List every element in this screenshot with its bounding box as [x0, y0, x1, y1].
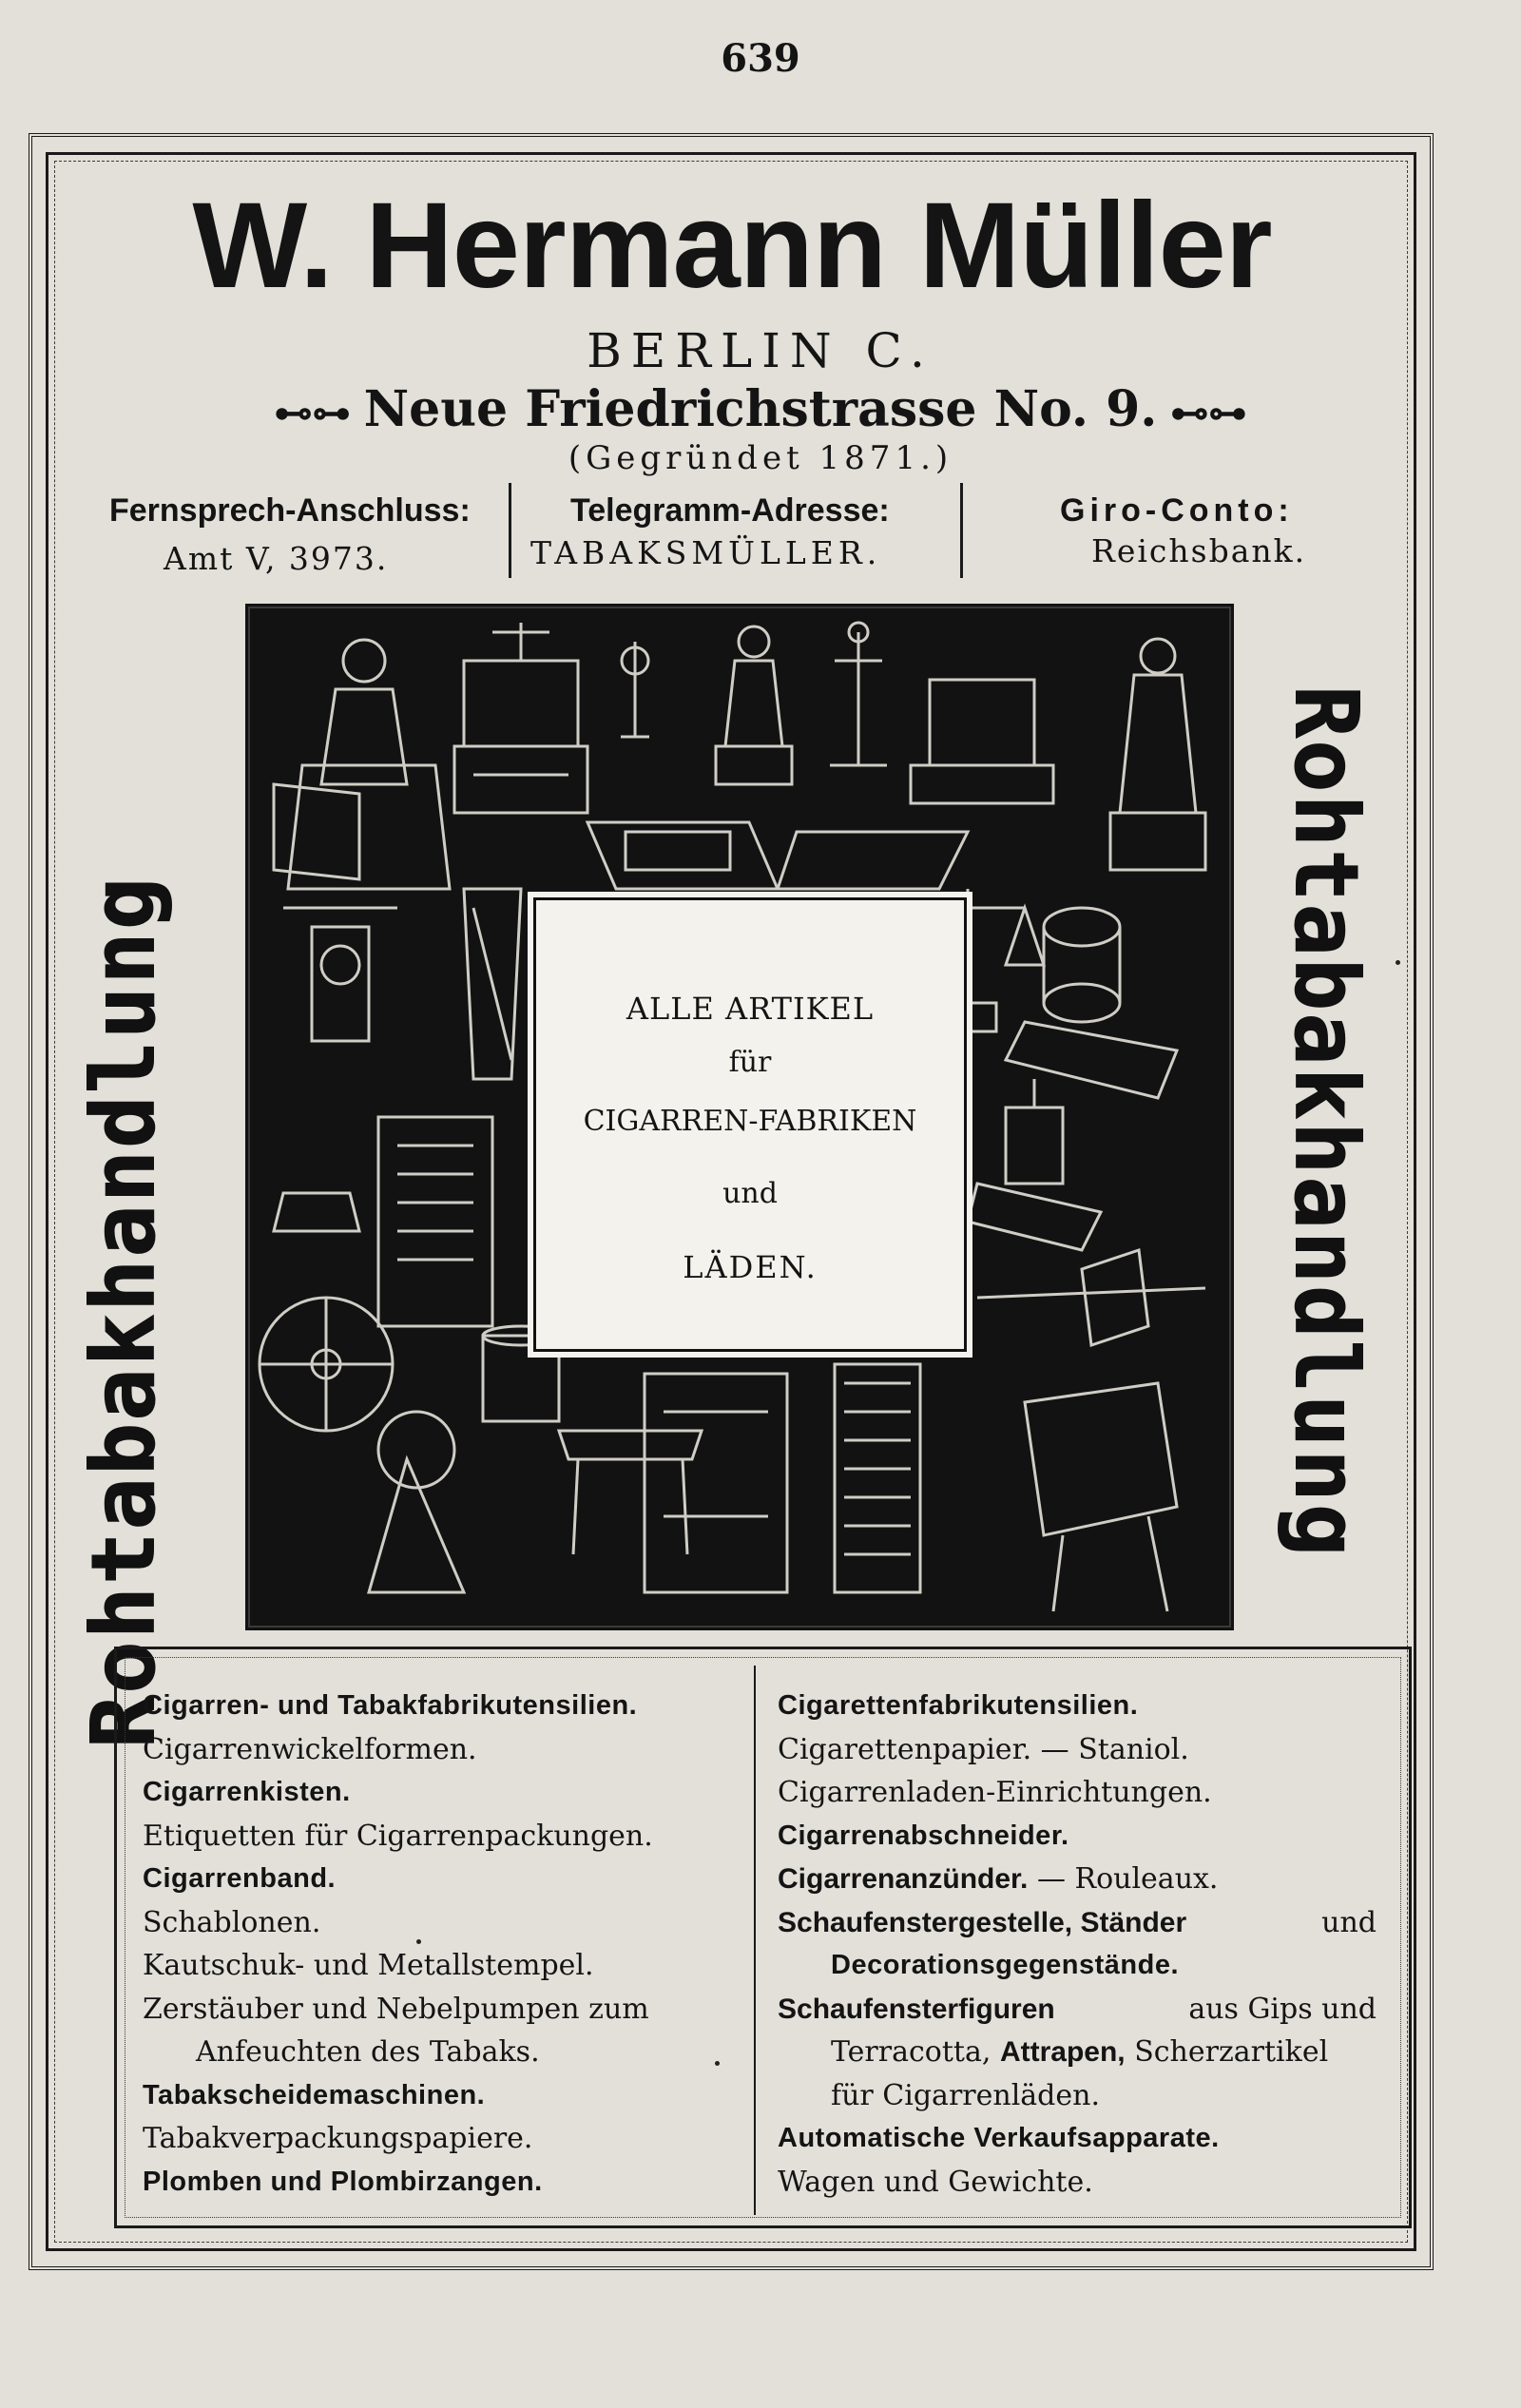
- product-item-continued: [778, 2031, 1386, 2074]
- print-speck: [416, 1939, 421, 1944]
- city: BERLIN C.: [587, 323, 934, 378]
- telegram-label: Telegramm-Adresse:: [570, 492, 890, 529]
- street-address-row: [0, 380, 1521, 438]
- product-item: Tabakscheidemaschinen.: [143, 2079, 486, 2110]
- product-item: Kautschuk- und Metallstempel.: [143, 1949, 594, 1982]
- product-item: Cigarren- und Tabakfabrikutensilien.: [143, 1690, 638, 1721]
- telegram-value: TABAKSMÜLLER.: [530, 534, 882, 571]
- founded-year: (Gegründet 1871.): [568, 439, 953, 477]
- phone-label: Fernsprech-Anschluss:: [109, 492, 471, 529]
- product-item: [778, 1901, 1386, 1945]
- panel-line-5: LÄDEN.: [683, 1249, 818, 1285]
- product-item: Cigarrenladen-Einrichtungen.: [778, 1776, 1212, 1809]
- product-item: Automatische Verkaufsapparate.: [778, 2123, 1220, 2153]
- product-item: Cigarrenkisten.: [143, 1777, 351, 1807]
- product-item: Wagen und Gewichte.: [778, 2165, 1093, 2199]
- side-title-left: Rohtabakhandlung: [72, 875, 175, 1749]
- panel-line-4: und: [722, 1177, 778, 1210]
- flourish-right-icon: ⊷⊶: [1170, 391, 1247, 435]
- panel-line-2: für: [728, 1046, 772, 1079]
- product-item: Cigarettenpapier. — Staniol.: [778, 1732, 1189, 1766]
- product-item: Zerstäuber und Nebelpumpen zum: [143, 1992, 649, 2026]
- phone-value: Amt V, 3973.: [164, 540, 389, 577]
- product-item: Plomben und Plombirzangen.: [143, 2166, 543, 2197]
- product-column-divider: [754, 1666, 756, 2215]
- product-item: [778, 1858, 1386, 1901]
- product-item-bold: Schaufenstergestelle, Ständer: [778, 1906, 1187, 1938]
- print-speck: [1396, 960, 1400, 965]
- street-address: Neue Friedrichstrasse No. 9.: [363, 380, 1158, 438]
- product-item-bold: Attrapen,: [999, 2036, 1126, 2068]
- panel-line-3: CIGARREN-FABRIKEN: [583, 1105, 917, 1138]
- product-item-continued: Decorationsgegenstände.: [831, 1950, 1180, 1980]
- product-column-right: [778, 1685, 1386, 2204]
- product-item: Schablonen.: [143, 1905, 321, 1939]
- giro-label: Giro-Conto:: [1060, 492, 1294, 529]
- product-item: Etiquetten für Cigarrenpackungen.: [143, 1819, 653, 1853]
- product-item: Tabakverpackungspapiere.: [143, 2122, 533, 2155]
- giro-value: Reichsbank.: [1091, 532, 1307, 569]
- contact-divider-left: [509, 483, 511, 578]
- product-item-bold: Cigarrenanzünder.: [778, 1863, 1029, 1895]
- product-item-continued: Anfeuchten des Tabaks.: [196, 2035, 540, 2069]
- product-item: Cigarrenband.: [143, 1863, 337, 1894]
- print-speck: [715, 2061, 720, 2066]
- panel-line-1: ALLE ARTIKEL: [626, 991, 875, 1027]
- side-title-right: Rohtabakhandlung: [1275, 684, 1377, 1559]
- product-item-plain: und: [1321, 1905, 1377, 1939]
- flourish-left-icon: ⊷⊶: [274, 391, 351, 435]
- product-item: Cigarrenabschneider.: [778, 1820, 1069, 1851]
- page-number: 639: [721, 36, 800, 81]
- product-item-plain: Scherzartikel: [1134, 2035, 1329, 2069]
- product-item: Cigarettenfabrikutensilien.: [778, 1690, 1139, 1721]
- product-item: Cigarrenwickelformen.: [143, 1732, 477, 1766]
- product-item-plain: aus Gips und: [1188, 1992, 1377, 2026]
- product-item-plain: — Rouleaux.: [1036, 1862, 1219, 1896]
- company-name: W. Hermann Müller: [192, 178, 1272, 314]
- product-item-plain: Terracotta,: [831, 2035, 992, 2069]
- product-item: [778, 1988, 1386, 2032]
- panel-text-box: [528, 892, 972, 1358]
- product-item-bold: Schaufensterfiguren: [778, 1993, 1055, 2025]
- product-column-left: [143, 1685, 741, 2204]
- product-item-continued: für Cigarrenläden.: [831, 2078, 1100, 2112]
- contact-divider-right: [960, 483, 963, 578]
